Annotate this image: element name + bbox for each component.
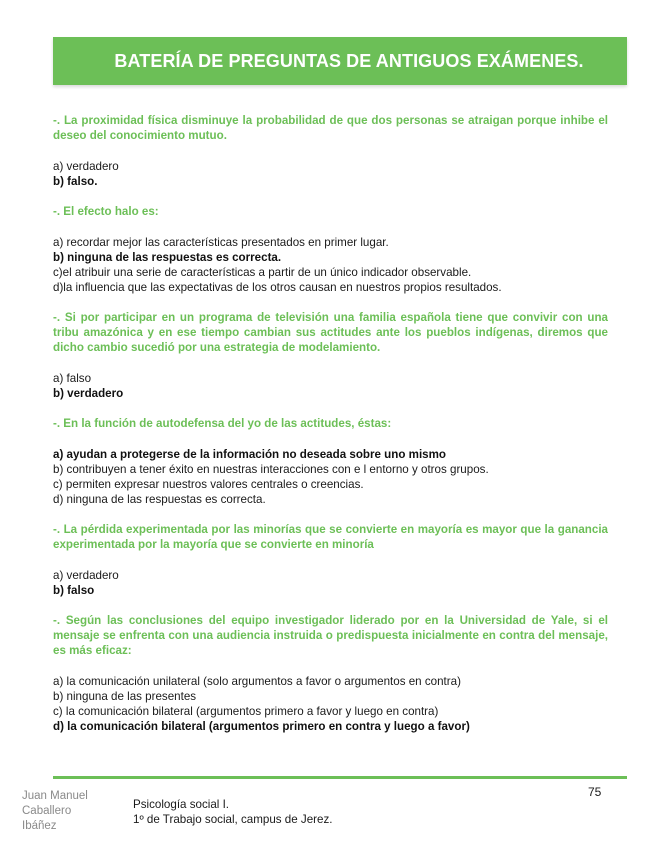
course-subtitle: 1º de Trabajo social, campus de Jerez. — [133, 813, 333, 826]
question-4-options — [53, 447, 608, 507]
author-line: Juan Manuel — [22, 790, 88, 802]
option: d) ninguna de las respuestas es correcta. — [53, 493, 266, 506]
question-6: -. Según las conclusiones del equipo investigador liderado por en la Universidad de Yale, si el mensaje se enfrenta con una audiencia instruida o predispuesta inicialmente en contra del mensaje, es más eficaz: — [53, 614, 608, 657]
option: a) verdadero — [53, 569, 119, 582]
option: c)el atribuir una serie de características a partir de un único indicador observable. — [53, 266, 472, 279]
option: a) recordar mejor las características presentados en primer lugar. — [53, 236, 389, 249]
option: a) la comunicación unilateral (solo argumentos a favor o argumentos en contra) — [53, 675, 461, 688]
option: c) permiten expresar nuestros valores centrales o creencias. — [53, 478, 364, 491]
question-5-options — [53, 568, 608, 598]
course-info — [133, 797, 333, 827]
question-1: -. La proximidad física disminuye la probabilidad de que dos personas se atraigan porque inhibe el deseo del conocimiento mutuo. — [53, 114, 608, 142]
option-correct: b) falso. — [53, 175, 98, 188]
option: c) la comunicación bilateral (argumentos primero a favor y luego en contra) — [53, 705, 439, 718]
footer-divider — [53, 776, 627, 779]
page-title: BATERÍA DE PREGUNTAS DE ANTIGUOS EXÁMENES. — [114, 51, 584, 71]
question-6-options — [53, 674, 608, 734]
option-correct: d) la comunicación bilateral (argumentos primero en contra y luego a favor) — [53, 720, 470, 733]
option: a) verdadero — [53, 160, 119, 173]
page-number: 75 — [588, 785, 602, 799]
header-banner — [53, 37, 627, 85]
option-correct: a) ayudan a protegerse de la información no deseada sobre uno mismo — [53, 448, 446, 461]
question-list — [53, 113, 608, 749]
question-2: -. El efecto halo es: — [53, 205, 159, 218]
author-line: Ibáñez — [22, 820, 57, 832]
option-correct: b) verdadero — [53, 387, 124, 400]
option: b) contribuyen a tener éxito en nuestras interacciones con e l entorno y otros grupos. — [53, 463, 489, 476]
question-1-options — [53, 159, 608, 189]
option: d)la influencia que las expectativas de los otros causan en nuestros propios resultados. — [53, 281, 502, 294]
question-3-options — [53, 371, 608, 401]
question-2-options — [53, 235, 608, 295]
author-name — [22, 789, 88, 834]
course-title: Psicología social I. — [133, 798, 230, 811]
option-correct: b) ninguna de las respuestas es correcta. — [53, 251, 282, 264]
option: a) falso — [53, 372, 92, 385]
option: b) ninguna de las presentes — [53, 690, 197, 703]
question-4: -. En la función de autodefensa del yo de las actitudes, éstas: — [53, 417, 392, 430]
question-5: -. La pérdida experimentada por las minorías que se convierte en mayoría es mayor que la ganancia experimentada por la mayoría que se convierte en minoría — [53, 523, 608, 551]
question-3: -. Si por participar en un programa de televisión una familia española tiene que convivir con una tribu amazónica y en ese tiempo cambian sus actitudes ante los pueblos indígenas, diremos que dicho cambio sucedió por una estrategia de modelamiento. — [53, 311, 608, 354]
author-line: Caballero — [22, 805, 72, 817]
option-correct: b) falso — [53, 584, 95, 597]
